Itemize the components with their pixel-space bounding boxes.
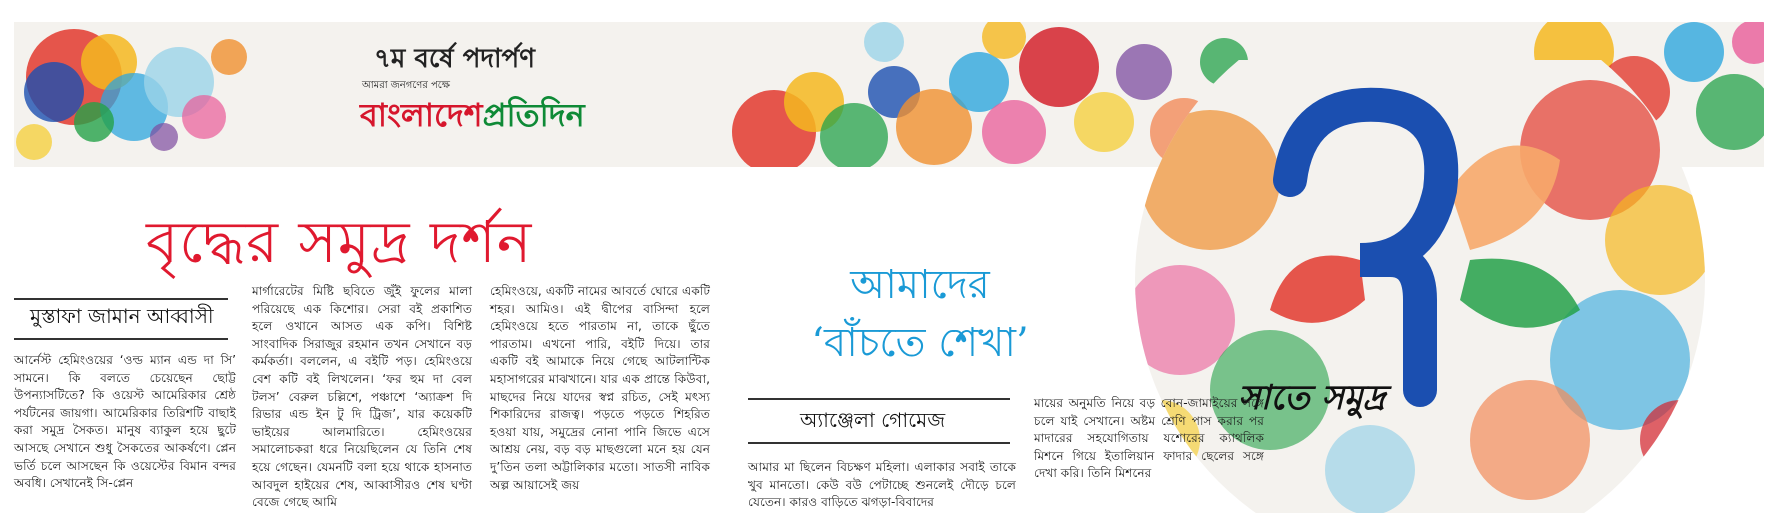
article2-title-line1: আমাদের	[850, 262, 990, 308]
article2-col1-text: আমার মা ছিলেন বিচক্ষণ মহিলা। এলাকার সবাই তাকে খুব মানতো। কেউ বউ পেটাচ্ছে শুনলেই দৌড়ে চলে যেতেন। কারও বাড়িতে ঝগড়া-বিবাদের	[748, 460, 1016, 510]
article1-col2-text: মার্গারেটের মিষ্টি ছবিতে জুঁই ফুলের মালা পরিয়েছে এক কিশোর। সেরা বই প্রকাশিত হলে ওখানে আসত এক কপি। বিশিষ্ট সাংবাদিক সিরাজুর রহমান তখন সেখানে বড় কর্মকর্তা। বললেন, এ বইটি পড়। হেমিংওয়ে বেশ কটি বই লিখলেন। ‘ফর হুম দা বেল টলস’ বেরুল চল্লিশে, পঞ্চাশে ‘অ্যাক্রশ দি রিভার এন্ড ইন টু দি ট্রিজ’, যার কয়েকটি ভাইয়ের আলমারিতে। হেমিংওয়ের সমালোচকরা ধরে নিয়েছিলেন যে তিনি শেষ হয়ে গেছেন। যেমনটি বলা হয়ে থাকে হাসনাত আবদুল হাইয়ের শেষ, আব্বাসীরও শেষ ঘণ্টা বেজে গেছে আমি	[252, 284, 472, 510]
masthead-part1: বাংলাদেশ	[360, 96, 483, 134]
anniversary-tag: ৭ম বর্ষে পদার্পণ	[374, 44, 535, 74]
masthead-logo	[360, 90, 585, 144]
tagline: আমরা জনগণের পক্ষে	[362, 80, 450, 91]
article2-col2-text: মায়ের অনুমতি নিয়ে বড় বোন-জামাইয়ের সঙ্গে চলে যাই সেখানে। অষ্টম শ্রেণি পাস করার পর মাদারের সহযোগিতায় যশোরের ক্যাথলিক মিশনে গিয়ে ইতালিয়ান ফাদার ছেলের সঙ্গে দেখা করি। তিনি মিশনের	[1034, 396, 1264, 481]
masthead-part2: প্রতিদিন	[482, 96, 585, 134]
article1-author: মুস্তাফা জামান আব্বাসী	[30, 304, 214, 328]
article1-col1-text: আর্নেস্ট হেমিংওয়ের ‘ওল্ড ম্যান এন্ড দা সি’ সামনে। কি বলতে চেয়েছেন ছোট্ট উপন্যাসটিতে? কি ওয়েস্ট আমেরিকার শ্রেষ্ঠ পর্যটনের জায়গা। আমেরিকার তিরিশটি বাছাই করা সমুদ্র সৈকত। মানুষ ব্যাকুল হয়ে ছুটে আসছে সেখানে শুধু সৈকতের আকর্ষণে। প্লেন ভর্তি চলে আসছেন কি ওয়েস্টের বিমান বন্দর অবধি। সেখানেই সি-প্লেন	[14, 353, 236, 491]
article2-title	[790, 256, 1050, 372]
article1-col3-text: হেমিংওয়ে, একটি নামের আবর্তে ঘোরে একটি শহর। আমিও। এই দ্বীপের বাসিন্দা হলে হেমিংওয়ে হতে পারতাম না, তাকে ছুঁতে পারতাম। এখনো পারি, বইটি দিয়ে। তার একটি বই আমাকে নিয়ে গেছে আটলান্টিক মহাসাগরের মাঝখানে। যার এক প্রান্তে কিউবা, মাছদের নিয়ে যাদের স্বপ্ন রচিত, সেই মৎস্য শিকারিদের রাজত্ব। পড়তে পড়তে শিহরিত হওয়া যায়, সমুদ্রের নোনা পানি জিভে এসে আশ্রয় নেয়, বড় বড় মাছগুলো মনে হয় যেন দু’তিন তলা অট্টালিকার মতো। সাতসী নাবিক অল্প আয়াসেই জয়	[490, 284, 710, 492]
article2-column-2	[1034, 395, 1264, 483]
article1-column-3	[490, 283, 710, 494]
logo-caption: সাতে সমুদ্র	[1238, 378, 1386, 418]
article2-column-1	[748, 459, 1016, 512]
article2-title-line2: ‘বাঁচতে শেখা’	[811, 320, 1029, 366]
article1-column-2	[252, 283, 472, 512]
article2-author: অ্যাঞ্জেলা গোমেজ	[800, 408, 946, 432]
article1-headline: বৃদ্ধের সমুদ্র দর্শন	[146, 208, 533, 276]
article1-column-1	[14, 352, 236, 493]
